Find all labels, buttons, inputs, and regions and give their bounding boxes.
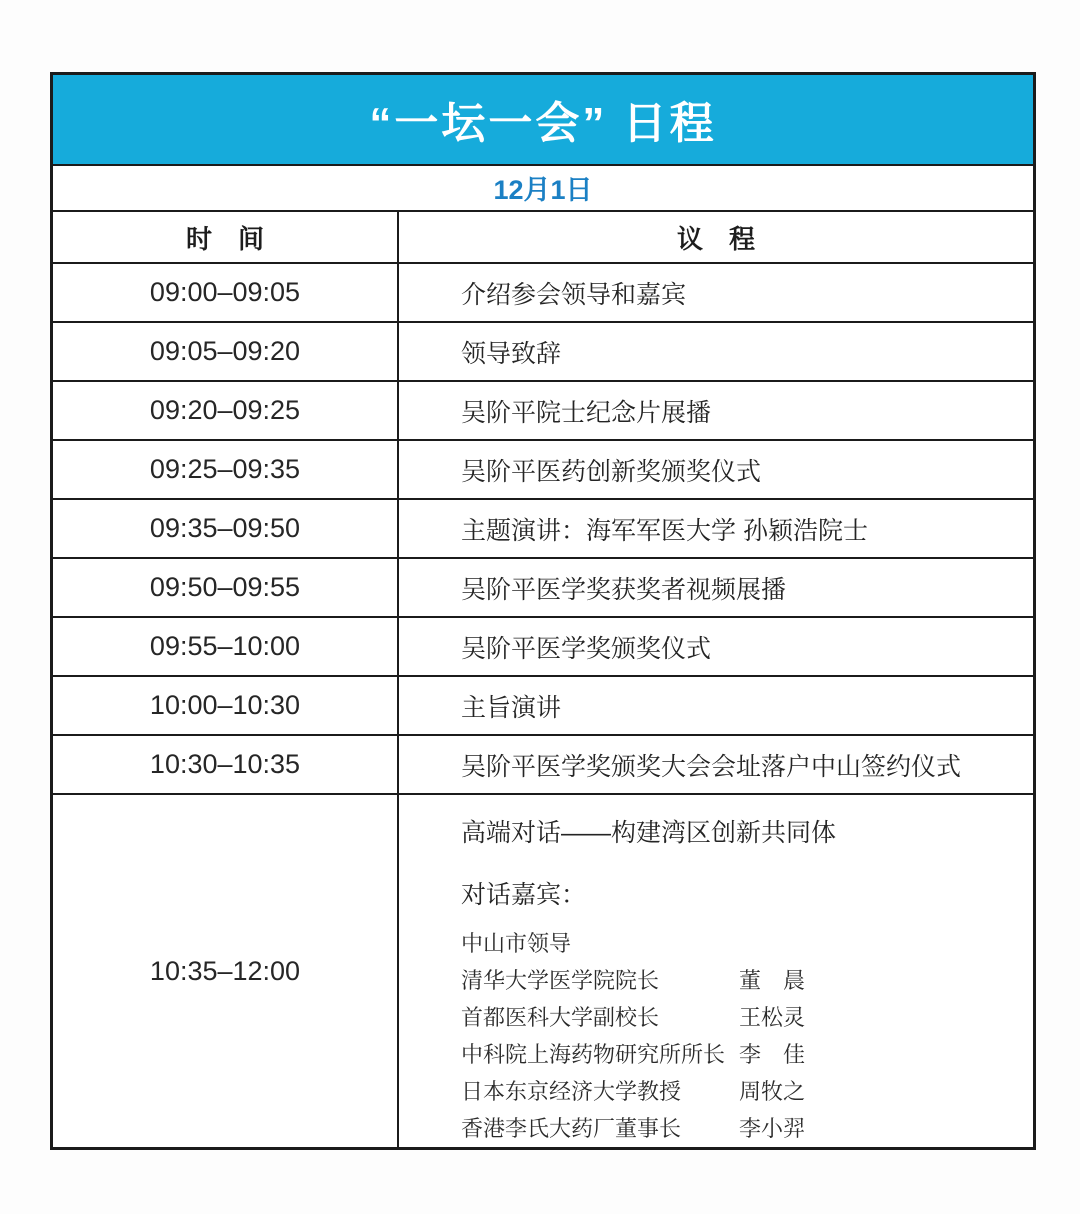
guest-row (461, 999, 1013, 1036)
schedule-row (53, 321, 1033, 380)
agenda-cell: 主旨演讲 (461, 693, 562, 722)
time-cell: 09:25–09:35 (53, 441, 399, 498)
agenda-column-header: 议 程 (676, 223, 755, 254)
schedule-row (53, 616, 1033, 675)
schedule-row (53, 675, 1033, 734)
time-cell: 09:35–09:50 (53, 500, 399, 557)
guest-role: 中山市领导 (461, 931, 572, 956)
column-header-row (53, 210, 1033, 262)
guest-role: 香港李氏大药厂董事长 (461, 1116, 682, 1141)
time-column-header: 时 间 (53, 212, 399, 262)
guest-name: 李 佳 (739, 1042, 806, 1067)
date-row (53, 164, 1033, 210)
agenda-cell: 吴阶平医学奖颁奖仪式 (461, 634, 712, 663)
schedule-rows (53, 262, 1033, 793)
schedule-row (53, 734, 1033, 793)
agenda-cell: 吴阶平医学奖获奖者视频展播 (461, 575, 787, 604)
time-cell: 09:55–10:00 (53, 618, 399, 675)
guest-role: 日本东京经济大学教授 (461, 1079, 682, 1104)
guest-row (461, 925, 1013, 962)
schedule-row (53, 380, 1033, 439)
schedule-row (53, 262, 1033, 321)
guest-name: 王松灵 (739, 1005, 806, 1030)
table-title: “一坛一会” 日程 (369, 99, 717, 149)
guest-row (461, 962, 1013, 999)
guest-row (461, 1110, 1013, 1147)
table-title-band (53, 75, 1033, 164)
guest-name: 董 晨 (739, 968, 806, 993)
dialogue-time-cell: 10:35–12:00 (53, 795, 399, 1147)
time-cell: 09:50–09:55 (53, 559, 399, 616)
agenda-cell: 介绍参会领导和嘉宾 (461, 280, 687, 309)
guest-role: 首都医科大学副校长 (461, 1005, 660, 1030)
guest-role: 清华大学医学院院长 (461, 968, 660, 993)
time-cell: 09:20–09:25 (53, 382, 399, 439)
agenda-cell: 吴阶平院士纪念片展播 (461, 398, 712, 427)
time-cell: 10:00–10:30 (53, 677, 399, 734)
dialogue-title: 高端对话——构建湾区创新共同体 (461, 819, 837, 847)
guest-row (461, 1073, 1013, 1110)
dialogue-agenda-cell (399, 795, 1033, 1147)
schedule-table (50, 72, 1036, 1150)
guest-name: 周牧之 (739, 1079, 806, 1104)
guest-row (461, 1036, 1013, 1073)
dialogue-guests-label: 对话嘉宾： (461, 881, 587, 909)
time-cell: 09:05–09:20 (53, 323, 399, 380)
guest-list (461, 925, 1013, 1147)
agenda-cell: 主题演讲：海军军医大学 孙颖浩院士 (461, 516, 868, 545)
time-cell: 09:00–09:05 (53, 264, 399, 321)
guest-role: 中科院上海药物研究所所长 (461, 1042, 726, 1067)
schedule-row (53, 439, 1033, 498)
schedule-row (53, 498, 1033, 557)
dialogue-row (53, 793, 1033, 1147)
schedule-row (53, 557, 1033, 616)
time-cell: 10:30–10:35 (53, 736, 399, 793)
guest-name: 李小羿 (739, 1116, 806, 1141)
agenda-cell: 领导致辞 (461, 339, 562, 368)
agenda-cell: 吴阶平医药创新奖颁奖仪式 (461, 457, 762, 486)
agenda-cell: 吴阶平医学奖颁奖大会会址落户中山签约仪式 (461, 752, 962, 781)
date-label: 12月1日 (493, 175, 593, 206)
